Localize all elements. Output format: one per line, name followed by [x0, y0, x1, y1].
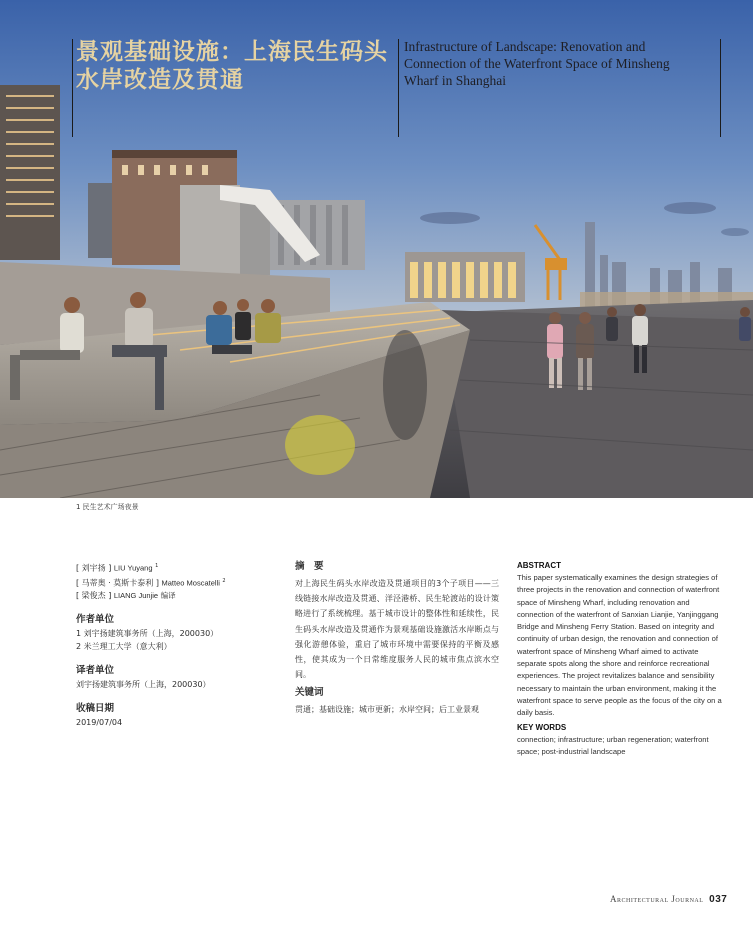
author-1-en: LIU Yuyang	[113, 563, 153, 573]
abstract-cn-text: 对上海民生码头水岸改造及贯通项目的3个子项目——三线链接水岸改造及贯通、洋泾港桥、民生轮渡站的设计策略进行了系统梳理。基于城市设计的整体性和延续性，民生码头水岸改造及贯通作为景观基础设施激活水岸断点与强化游憩体验，重启了城市环境中需要保持的平衡及感性，使其成为一个日常维度服务人民的城市焦点滨水空间。	[295, 579, 499, 680]
title-english: Infrastructure of Landscape: Renovation and Connection of the Waterfront Space of Minsheng Wharf in Shanghai	[404, 39, 670, 88]
journal-name: Architectural Journal	[610, 894, 704, 904]
author-1	[76, 560, 281, 575]
keywords-en-heading: KEY WORDS	[517, 722, 567, 732]
received-date: 2019/07/04	[76, 718, 123, 728]
abstract-cn-column	[295, 560, 499, 718]
abstract-en-column	[517, 560, 723, 758]
abstract-en-heading: ABSTRACT	[517, 561, 561, 570]
author-2-sup: 2	[222, 577, 226, 584]
abstract-en-text: This paper systematically examines the design strategies of three projects in the renovation and connection of waterfront space of Minsheng Wharf, including renovation and connection of the waterfront of Sanxian Lianjie, Yanjinggang Bridge and Minsheng Ferry Station. Based on integrity and continuity of urban design, the renovation and connection of waterfront space of Minsheng Wharf aimed to activate separate spots along the shore and reinforce recreational experiences. The project revitalizes balance and sensibility necessary to maintain the urban environment, making it the waterfront space to serve people as the focus of the city on a daily basis.	[517, 573, 722, 718]
title-chinese-line2: 水岸改造及贯通	[76, 67, 244, 93]
author-2	[76, 575, 281, 590]
author-2-en: Matteo Moscatelli	[161, 578, 220, 588]
figure-caption: 1 民生艺术广场夜景	[76, 503, 139, 511]
affiliation-2: 2 米兰理工大学（意大利）	[76, 642, 172, 652]
author-3	[76, 589, 281, 602]
author-2-cn: [ 马蒂奥 · 莫斯卡泰利 ]	[76, 578, 159, 588]
author-1-cn: [ 刘宇扬 ]	[76, 563, 112, 573]
keywords-cn-heading: 关键词	[295, 687, 324, 699]
received-heading: 收稿日期	[76, 703, 115, 715]
title-middle-rule	[398, 39, 399, 137]
page-number: 037	[709, 894, 728, 905]
title-left-rule	[72, 39, 73, 137]
affiliation-1: 1 刘宇扬建筑事务所（上海，200030）	[76, 629, 219, 639]
translator-text: 刘宇扬建筑事务所（上海，200030）	[76, 680, 211, 690]
affiliation-heading: 作者单位	[76, 614, 115, 626]
title-right-rule	[720, 39, 721, 137]
abstract-cn-heading: 摘 要	[295, 561, 324, 572]
author-3-en: LIANG Junjie	[113, 591, 159, 601]
title-chinese-line1: 景观基础设施：上海民生码头	[76, 39, 388, 65]
keywords-en-text: connection; infrastructure; urban regeneration; waterfront space; post-industrial landscape	[517, 734, 709, 756]
translator-heading: 译者单位	[76, 665, 115, 677]
keywords-cn-text: 贯通；基础设施；城市更新；水岸空间；后工业景观	[295, 705, 479, 715]
author-column	[76, 560, 281, 729]
author-3-role: 编译	[160, 591, 176, 601]
page-footer	[610, 894, 727, 905]
author-1-sup: 1	[155, 563, 159, 569]
title-chinese	[76, 38, 392, 94]
author-3-cn: [ 梁俊杰 ]	[76, 591, 112, 601]
